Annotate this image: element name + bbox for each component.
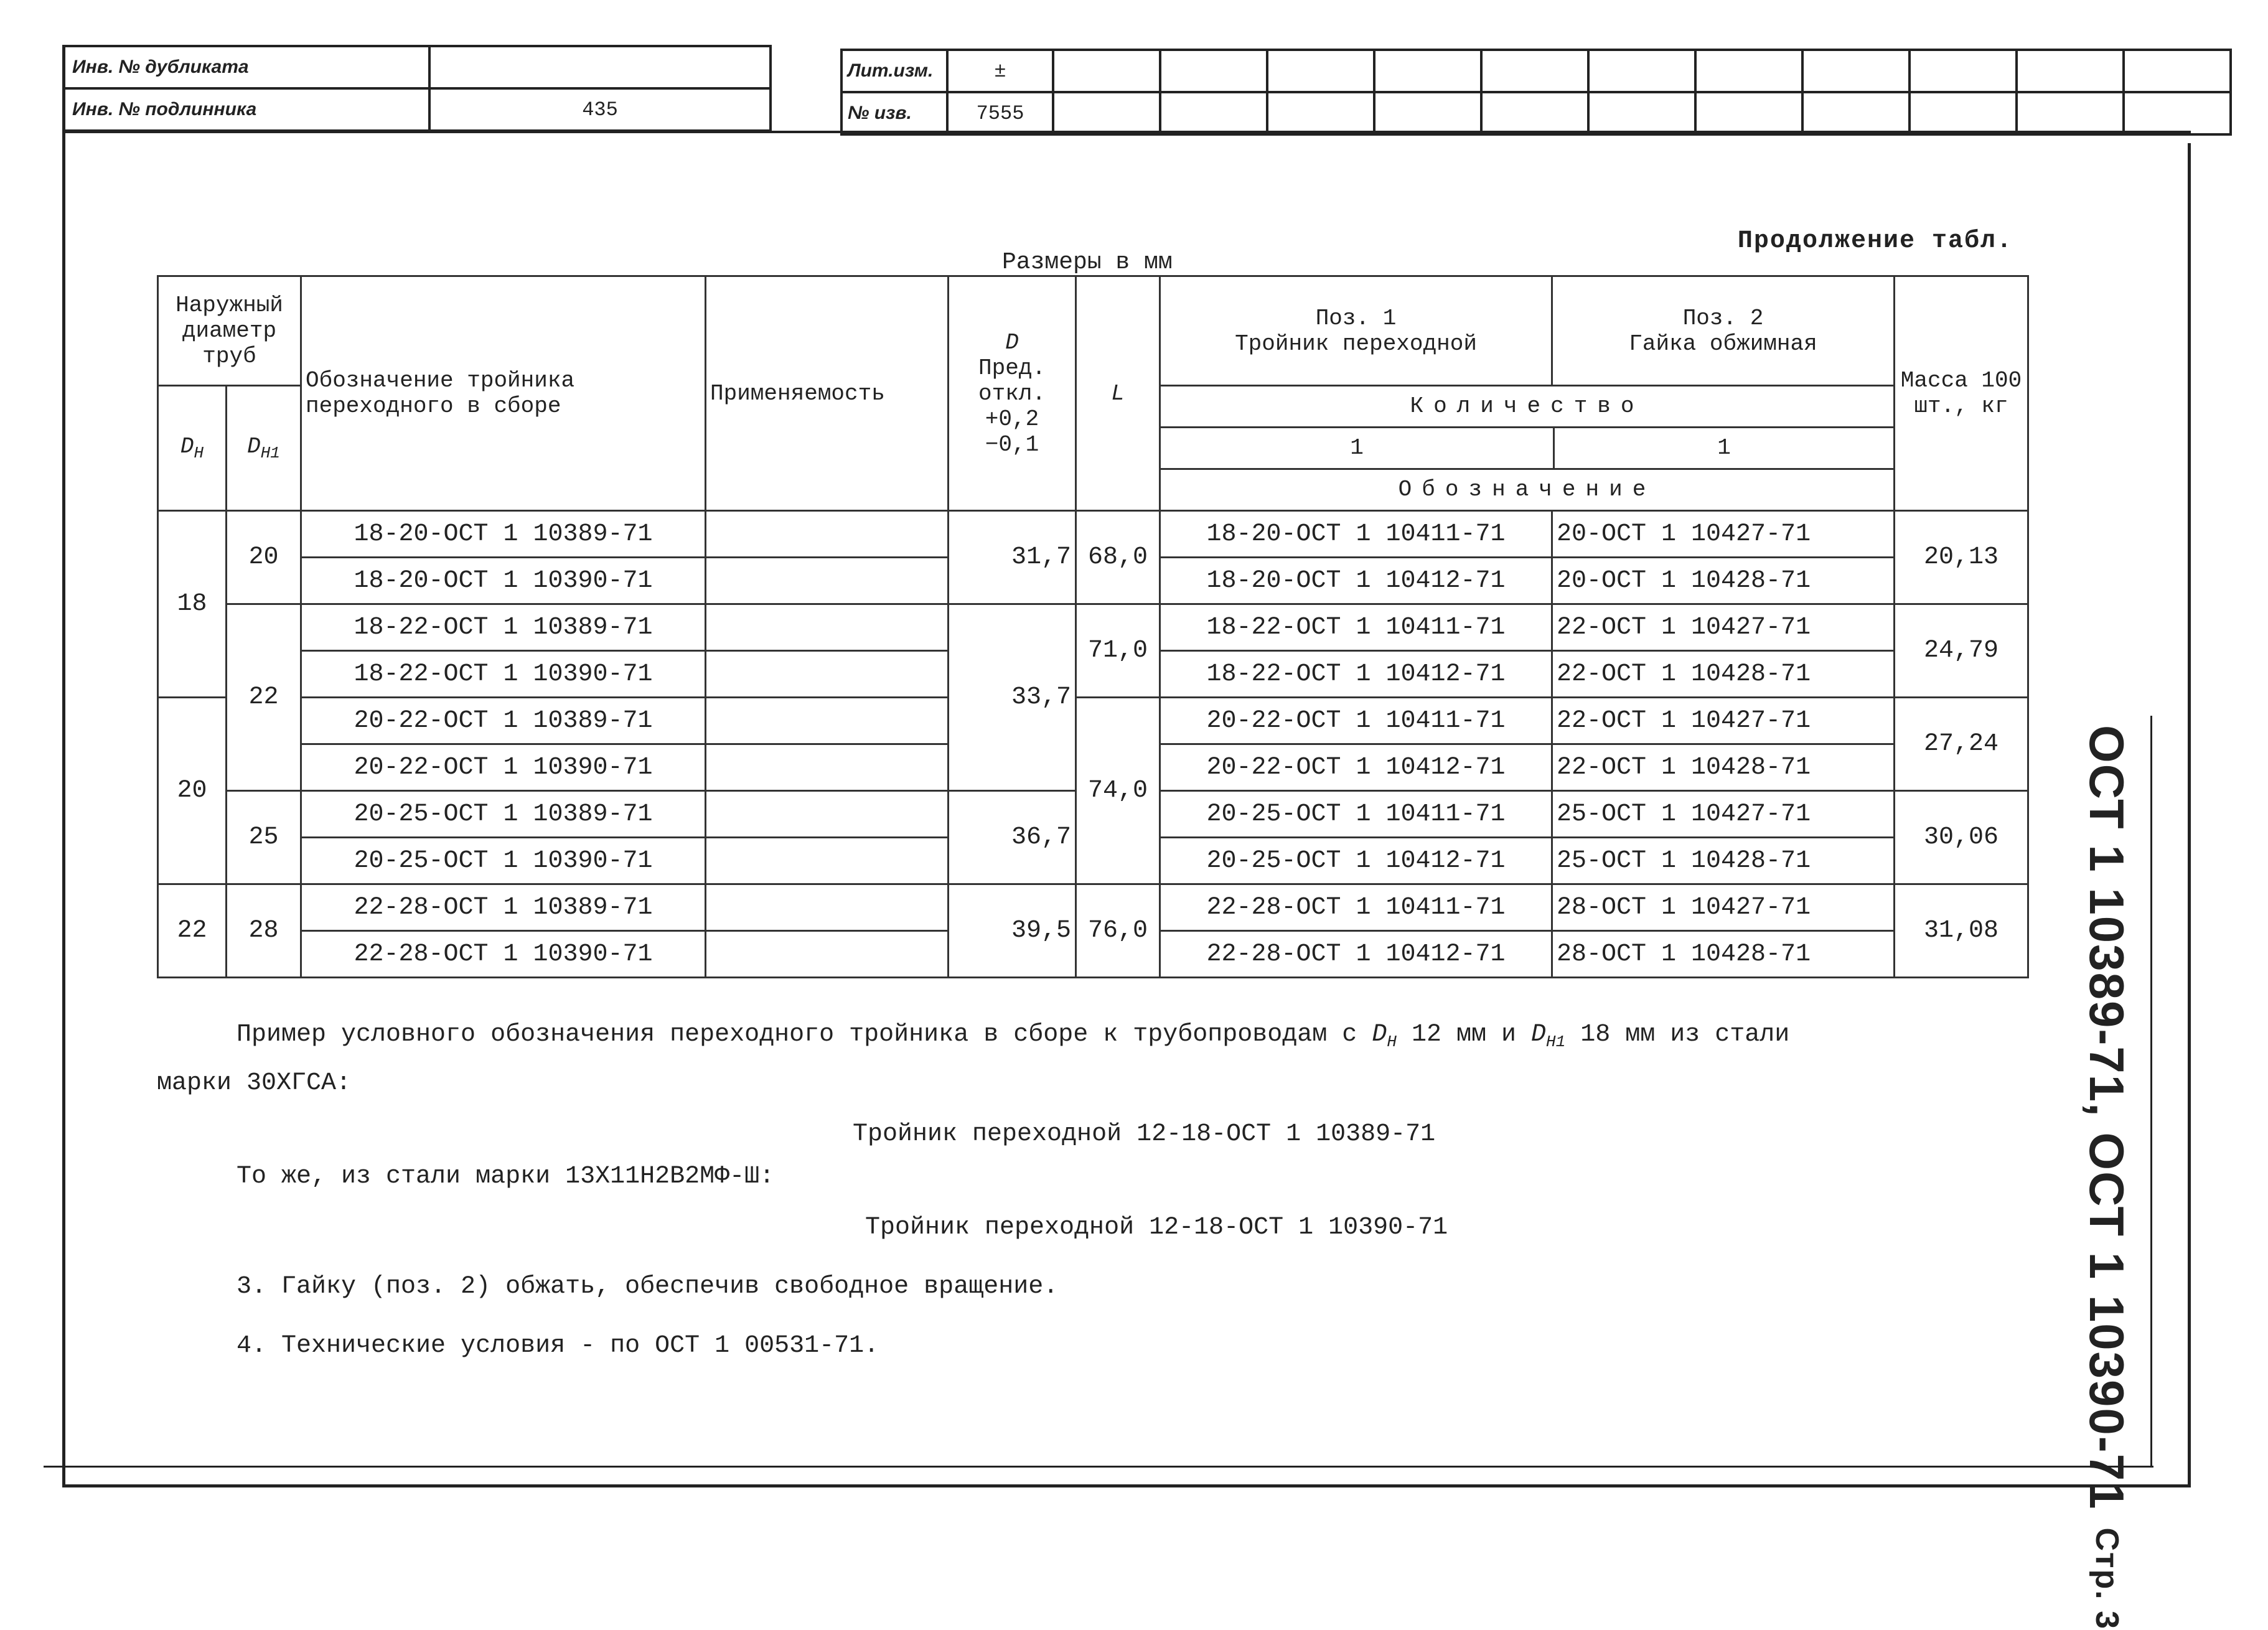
frame-inner-right: [2150, 716, 2152, 1468]
frame-left-line: [62, 45, 65, 1487]
col-dh: [158, 386, 227, 511]
mass-cell: 24,79: [1895, 604, 2028, 698]
col-dh1: [227, 386, 301, 511]
applicability-cell: [706, 838, 949, 884]
same-steel-note: То же, из стали марки 13Х11Н2В2МФ-Ш:: [237, 1163, 775, 1191]
izv-value: 7555: [947, 92, 1053, 134]
col-pos1-label: Поз. 1: [1315, 305, 1397, 331]
pos1-cell: 18-22-ОСТ 1 10411-71: [1160, 604, 1552, 651]
col-qty2: 1: [1717, 435, 1731, 461]
l-cell: 76,0: [1076, 884, 1160, 978]
col-outer-diam: Наружный диаметр труб: [158, 276, 301, 386]
d-cell: 33,7: [949, 604, 1076, 791]
example-intro-line: [237, 1021, 1789, 1051]
pos2-cell: 22-ОСТ 1 10427-71: [1552, 698, 1895, 744]
frame-right-line: [2188, 143, 2191, 1487]
col-pos1-name: Тройник переходной: [1235, 330, 1477, 357]
frame-bottom-line: [62, 1484, 2191, 1487]
pos2-cell: 22-ОСТ 1 10427-71: [1552, 604, 1895, 651]
applicability-cell: [706, 744, 949, 791]
applicability-cell: [706, 558, 949, 604]
designation-cell: 20-25-ОСТ 1 10390-71: [301, 838, 706, 884]
inv-duplicate-label: Инв. № дубликата: [63, 46, 429, 88]
col-quantity: Количество: [1161, 386, 1893, 428]
mass-cell: 20,13: [1895, 511, 2028, 604]
mass-cell: 31,08: [1895, 884, 2028, 978]
dimensions-note: Размеры в мм: [1002, 249, 1173, 276]
tee-dimensions-table: [157, 275, 2029, 978]
designation-cell: 20-25-ОСТ 1 10389-71: [301, 791, 706, 838]
side-title: [2073, 725, 2141, 1630]
frame-inner-bottom: [44, 1466, 2153, 1468]
pos1-cell: 18-20-ОСТ 1 10411-71: [1160, 511, 1552, 558]
d-cell: 31,7: [949, 511, 1076, 604]
designation-cell: 20-22-ОСТ 1 10389-71: [301, 698, 706, 744]
pos2-cell: 22-ОСТ 1 10428-71: [1552, 744, 1895, 791]
pos2-cell: 20-ОСТ 1 10428-71: [1552, 558, 1895, 604]
designation-cell: 22-28-ОСТ 1 10389-71: [301, 884, 706, 931]
pos1-cell: 20-25-ОСТ 1 10412-71: [1160, 838, 1552, 884]
col-dh1-sub: H1: [260, 444, 280, 463]
col-designation2: Обозначение: [1398, 477, 1656, 502]
col-d-minus: −0,1: [985, 431, 1039, 457]
pos1-cell: 20-25-ОСТ 1 10411-71: [1160, 791, 1552, 838]
pos2-cell: 20-ОСТ 1 10427-71: [1552, 511, 1895, 558]
col-qty-row: [1161, 428, 1893, 470]
continuation-label: Продолжение табл.: [1737, 227, 2013, 255]
dh-cell: 22: [158, 884, 227, 978]
table-row: [158, 604, 2028, 651]
d-cell: 36,7: [949, 791, 1076, 884]
designation-cell: 18-22-ОСТ 1 10389-71: [301, 604, 706, 651]
applicability-cell: [706, 791, 949, 838]
col-d: [949, 276, 1076, 511]
inv-original-label: Инв. № подлинника: [63, 88, 429, 131]
applicability-cell: [706, 884, 949, 931]
designation-cell: 18-20-ОСТ 1 10389-71: [301, 511, 706, 558]
col-dh-symbol: D: [180, 433, 194, 459]
pos1-cell: 20-22-ОСТ 1 10412-71: [1160, 744, 1552, 791]
izv-label: № изв.: [841, 92, 947, 134]
lit-izm-value: ±: [947, 50, 1053, 92]
col-qty1: 1: [1161, 428, 1555, 468]
inventory-stamp: [62, 45, 772, 132]
inv-duplicate-value: [429, 46, 771, 88]
dh-cell: 18: [158, 511, 227, 698]
col-mass: Масса 100 шт., кг: [1895, 276, 2028, 511]
page-number: Стр. 3: [2089, 1527, 2125, 1630]
standard-number: ОСТ 1 10389-71, ОСТ 1 10390-71: [2079, 725, 2135, 1511]
col-pos2-label: Поз. 2: [1682, 305, 1764, 331]
col-d-symbol: D: [1005, 329, 1019, 355]
lit-izm-label: Лит.изм.: [841, 50, 947, 92]
dh1-cell: 25: [227, 791, 301, 884]
example-dh1: $D_{H1}$: [1531, 1021, 1566, 1051]
col-d-tol: Пред. откл.: [978, 355, 1046, 406]
inv-original-value: 435: [429, 88, 771, 131]
designation-cell: 18-20-ОСТ 1 10390-71: [301, 558, 706, 604]
note-3: 3. Гайку (поз. 2) обжать, обеспечив свободное вращение.: [237, 1273, 1059, 1301]
col-pos2-name: Гайка обжимная: [1629, 330, 1817, 357]
col-l: L: [1076, 276, 1160, 511]
example-designation-2: Тройник переходной 12-18-ОСТ 1 10390-71: [865, 1214, 1448, 1242]
pos2-cell: 25-ОСТ 1 10428-71: [1552, 838, 1895, 884]
example-mid: 12 мм и: [1411, 1021, 1516, 1049]
example-designation-1: Тройник переходной 12-18-ОСТ 1 10389-71: [853, 1120, 1436, 1148]
example-dh: $D_H$: [1372, 1021, 1397, 1051]
applicability-cell: [706, 511, 949, 558]
example-part1: Пример условного обозначения переходного тройника в сборе к трубопроводам с: [237, 1021, 1357, 1049]
pos2-cell: 22-ОСТ 1 10428-71: [1552, 651, 1895, 698]
dh-cell: 20: [158, 698, 227, 884]
dh1-cell: 28: [227, 884, 301, 978]
table-row: [158, 884, 2028, 931]
col-pos2: [1552, 276, 1895, 386]
col-quantity-block: [1160, 386, 1895, 511]
mass-cell: 27,24: [1895, 698, 2028, 791]
applicability-cell: [706, 651, 949, 698]
l-cell: 74,0: [1076, 698, 1160, 884]
col-d-plus: +0,2: [985, 406, 1039, 432]
applicability-cell: [706, 604, 949, 651]
col-dh-sub: H: [194, 444, 204, 463]
note-4: 4. Технические условия - по ОСТ 1 00531-71.: [237, 1332, 879, 1360]
pos1-cell: 20-22-ОСТ 1 10411-71: [1160, 698, 1552, 744]
applicability-cell: [706, 698, 949, 744]
dh1-cell: 22: [227, 604, 301, 791]
designation-cell: 18-22-ОСТ 1 10390-71: [301, 651, 706, 698]
pos1-cell: 22-28-ОСТ 1 10412-71: [1160, 931, 1552, 978]
col-dh1-symbol: D: [247, 433, 261, 459]
pos1-cell: 18-22-ОСТ 1 10412-71: [1160, 651, 1552, 698]
dh1-cell: 20: [227, 511, 301, 604]
pos1-cell: 18-20-ОСТ 1 10412-71: [1160, 558, 1552, 604]
pos1-cell: 22-28-ОСТ 1 10411-71: [1160, 884, 1552, 931]
designation-cell: 20-22-ОСТ 1 10390-71: [301, 744, 706, 791]
pos2-cell: 28-ОСТ 1 10427-71: [1552, 884, 1895, 931]
table-row: [158, 698, 2028, 744]
pos2-cell: 25-ОСТ 1 10427-71: [1552, 791, 1895, 838]
example-part2: 18 мм из стали: [1580, 1021, 1790, 1049]
designation-cell: 22-28-ОСТ 1 10390-71: [301, 931, 706, 978]
table-row: [158, 511, 2028, 558]
example-steel: марки 30ХГСА:: [157, 1069, 352, 1097]
revision-stamp: [840, 49, 2232, 136]
l-cell: 68,0: [1076, 511, 1160, 604]
mass-cell: 30,06: [1895, 791, 2028, 884]
l-cell: 71,0: [1076, 604, 1160, 698]
col-pos1: [1160, 276, 1552, 386]
applicability-cell: [706, 931, 949, 978]
col-designation: Обозначение тройника переходного в сборе: [301, 276, 706, 511]
col-applicability: Применяемость: [706, 276, 949, 511]
pos2-cell: 28-ОСТ 1 10428-71: [1552, 931, 1895, 978]
d-cell: 39,5: [949, 884, 1076, 978]
